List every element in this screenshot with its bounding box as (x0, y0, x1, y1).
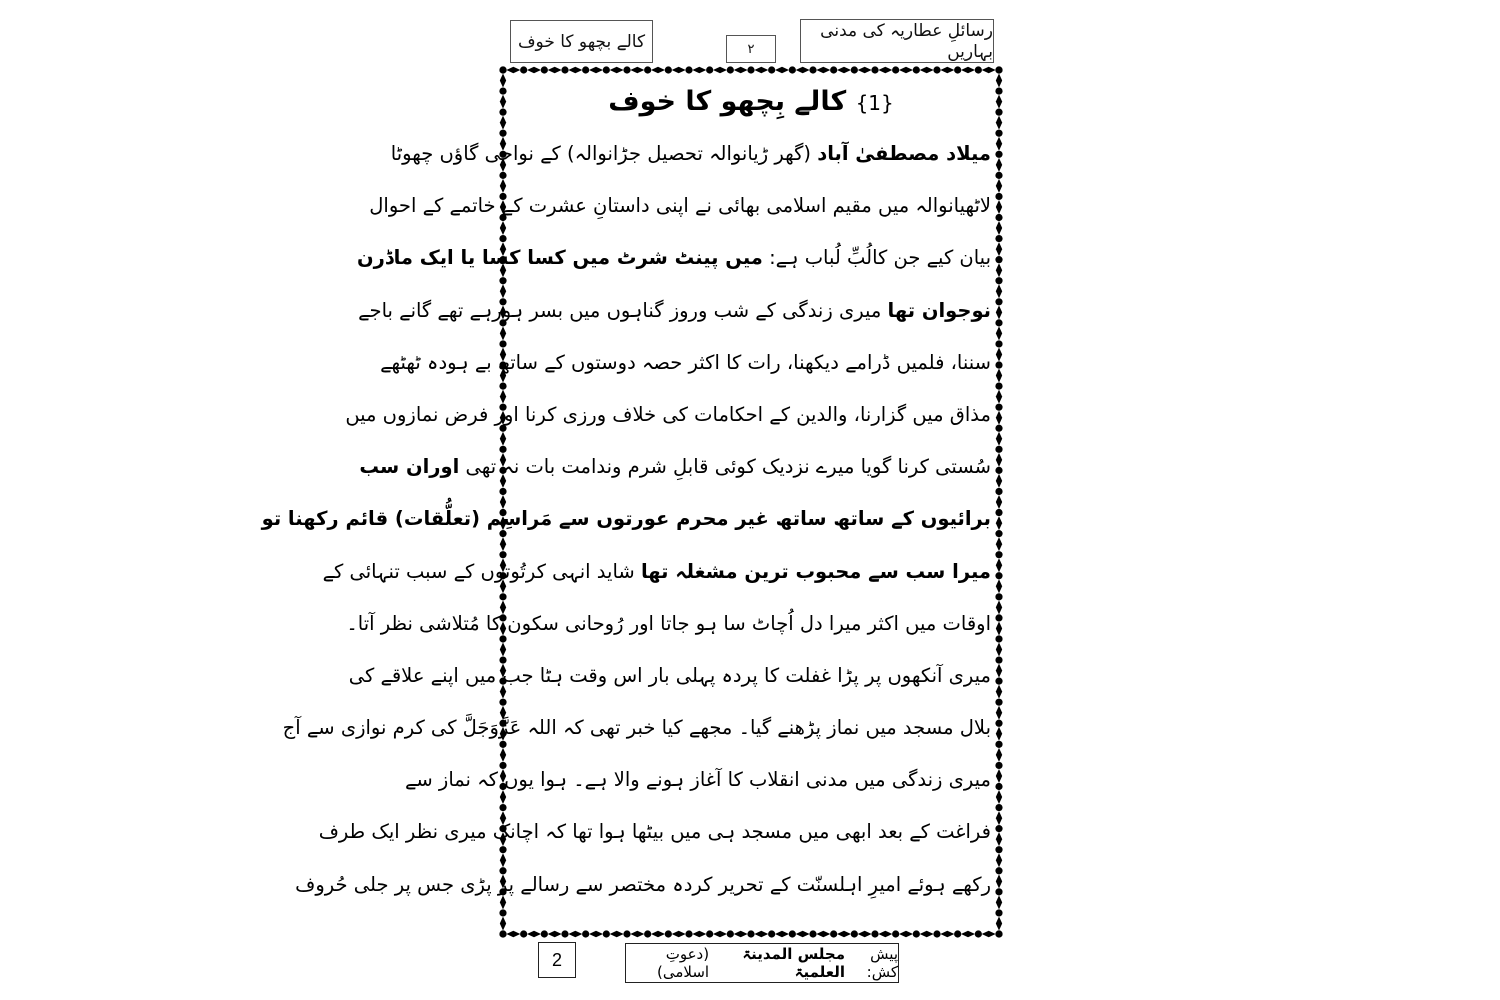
border-diamond (713, 67, 727, 73)
border-dot (727, 66, 734, 73)
border-dot (520, 66, 527, 73)
article-line-text: سُستی کرنا گویا میرے نزدیک کوئی قابلِ شرم وندامت بات نہ تھی (465, 455, 991, 479)
article-line-text: سننا، فلمیں ڈرامے دیکھنا، رات کا اکثر حصہ دوستوں کے ساتھ بے ہودہ ٹھٹھے (380, 350, 991, 374)
border-diamond (996, 664, 1002, 678)
border-dot (561, 66, 568, 73)
border-diamond (996, 769, 1002, 783)
border-diamond (610, 67, 624, 73)
border-diamond (996, 347, 1002, 361)
border-diamond (589, 67, 603, 73)
border-diamond (816, 931, 830, 937)
article-line (390, 128, 991, 180)
border-dot (995, 909, 1002, 916)
border-dot (995, 593, 1002, 600)
header-right-title-box (800, 19, 994, 63)
border-diamond (920, 67, 934, 73)
border-dot (995, 741, 1002, 748)
footer-credit-suffix: (دعوتِ اسلامی) (656, 945, 710, 981)
border-diamond (982, 931, 996, 937)
article-line-text: میری آنکھوں پر پڑا غفلت کا پردہ پہلی بار اس وقت ہٹا جب میں اپنے علاقے کی (348, 663, 991, 687)
border-dot (995, 109, 1002, 116)
border-diamond (713, 931, 727, 937)
border-dot (995, 467, 1002, 474)
border-diamond (961, 931, 975, 937)
border-diamond (500, 74, 506, 88)
border-dot (768, 930, 775, 937)
border-dot (995, 172, 1002, 179)
border-dot (995, 720, 1002, 727)
article-line-text: رکھے ہوئے امیرِ اہلسنّت کے تحریر کردہ مختصر سے رسالے پر پڑی جس پر جلی حُروف (295, 872, 991, 896)
border-dot (851, 930, 858, 937)
article-line-bold-text: برائیوں کے ساتھ ساتھ غیر محرم عورتوں سے مَراسِم (تعلُّقات) قائم رکھنا تو (261, 507, 991, 531)
footer-credit-box (625, 943, 899, 983)
border-dot (995, 678, 1002, 685)
article-line-bold-text: نوجوان تھا (887, 298, 991, 322)
border-diamond (996, 242, 1002, 256)
article-line-text: لاٹھیانوالہ میں مقیم اسلامی بھائی نے اپنی داستانِ عشرت کے خاتمے کے احوال (369, 194, 991, 218)
article-line-bold-text: اوران سب (359, 455, 460, 479)
border-diamond (996, 221, 1002, 235)
border-diamond (996, 558, 1002, 572)
border-diamond (996, 874, 1002, 888)
border-diamond (775, 67, 789, 73)
border-dot (603, 66, 610, 73)
article-line (261, 493, 991, 545)
article-line (322, 546, 991, 598)
border-diamond (651, 67, 665, 73)
border-diamond (796, 931, 810, 937)
header-left-title: کالے بچھو کا خوف (517, 32, 646, 52)
border-diamond (630, 67, 644, 73)
border-dot (541, 930, 548, 937)
border-dot (995, 614, 1002, 621)
border-diamond (996, 727, 1002, 741)
border-dot (995, 888, 1002, 895)
border-diamond (672, 67, 686, 73)
border-diamond (672, 931, 686, 937)
article-line-text: اوقات میں اکثر میرا دل اُچاٹ سا ہو جاتا اور رُوحانی سکون کا مُتلاشی نظر آتا۔ (346, 611, 991, 635)
footer-page-number: 2 (551, 949, 562, 970)
border-dot (995, 382, 1002, 389)
border-diamond (920, 931, 934, 937)
border-dot (541, 66, 548, 73)
article-line-bold-text: میرا سب سے محبوب ترین مشغلہ تھا (640, 559, 991, 583)
article-line (380, 337, 991, 389)
border-dot (995, 87, 1002, 94)
border-dot (644, 930, 651, 937)
border-dot (892, 66, 899, 73)
border-diamond (899, 931, 913, 937)
border-diamond (996, 453, 1002, 467)
border-diamond (996, 621, 1002, 635)
border-diamond (996, 158, 1002, 172)
article-line (346, 598, 991, 650)
article-line-text: میری زندگی کے شب وروز گناہوں میں بسر ہورہے تھے گانے باجے (358, 298, 882, 322)
border-dot (954, 930, 961, 937)
border-dot (995, 446, 1002, 453)
article-line-text: بلال مسجد میں نماز پڑھنے گیا۔ مجھے کیا خبر تھی کہ اللہ عَزَّوَجَلَّ کی کرم نوازی سے آج (282, 716, 991, 740)
border-diamond (548, 931, 562, 937)
border-diamond (961, 67, 975, 73)
article-line-bold-text: میں پینٹ شرٹ میں کسا کسا یا ایک ماڈرن (357, 246, 763, 270)
border-diamond (734, 67, 748, 73)
border-dot (995, 804, 1002, 811)
border-diamond (996, 369, 1002, 383)
border-dot (995, 66, 1002, 73)
border-dot (995, 130, 1002, 137)
border-dot (995, 930, 1002, 937)
article-line (345, 389, 991, 441)
border-diamond (996, 284, 1002, 298)
border-dot (623, 66, 630, 73)
border-diamond (996, 895, 1002, 909)
border-diamond (858, 931, 872, 937)
border-diamond (996, 516, 1002, 530)
border-dot (913, 930, 920, 937)
border-dot (499, 66, 506, 73)
footer-credit-org: مجلس المدینۃ العلمیۃ (742, 945, 846, 981)
border-diamond (940, 67, 954, 73)
border-diamond (816, 67, 830, 73)
border-diamond (996, 200, 1002, 214)
border-dot (851, 66, 858, 73)
border-diamond (899, 67, 913, 73)
border-dot (520, 930, 527, 937)
border-dot (995, 319, 1002, 326)
border-dot (830, 66, 837, 73)
border-diamond (996, 537, 1002, 551)
border-dot (768, 66, 775, 73)
article-line (282, 702, 991, 754)
header-page-number-box (726, 35, 776, 63)
header-page-number: ۲ (747, 41, 755, 57)
border-dot (685, 930, 692, 937)
border-diamond (527, 931, 541, 937)
border-diamond (996, 137, 1002, 151)
border-dot (995, 572, 1002, 579)
border-dot (871, 66, 878, 73)
border-dot (499, 109, 506, 116)
border-dot (830, 930, 837, 937)
border-dot (954, 66, 961, 73)
border-dot (995, 783, 1002, 790)
article-line-text: شاید انہی کرتُوتوں کے سبب تنہائی کے (322, 559, 635, 583)
border-diamond (837, 67, 851, 73)
border-dot (623, 930, 630, 937)
border-diamond (996, 853, 1002, 867)
border-dot (995, 298, 1002, 305)
border-diamond (996, 411, 1002, 425)
border-diamond (996, 685, 1002, 699)
border-diamond (996, 116, 1002, 130)
border-dot (995, 235, 1002, 242)
border-diamond (506, 931, 520, 937)
border-diamond (996, 95, 1002, 109)
border-diamond (996, 579, 1002, 593)
footer-credit-prefix: پیش کش: (866, 945, 898, 981)
border-dot (995, 361, 1002, 368)
border-dot (995, 404, 1002, 411)
border-dot (995, 214, 1002, 221)
article-lines (261, 128, 991, 911)
article-title-text: کالے بِچھو کا خوف (608, 86, 847, 117)
border-diamond (996, 916, 1002, 930)
border-dot (706, 930, 713, 937)
border-dot (747, 930, 754, 937)
border-dot (809, 930, 816, 937)
border-dot (582, 66, 589, 73)
border-dot (995, 509, 1002, 516)
border-dot (644, 66, 651, 73)
article-line-text: میری زندگی میں مدنی انقلاب کا آغاز ہونے والا ہے۔ ہوا یوں کہ نماز سے (404, 768, 991, 792)
article-line (295, 859, 991, 911)
article-title (511, 80, 991, 128)
footer-page-number-box (538, 942, 576, 978)
border-diamond (940, 931, 954, 937)
border-dot (933, 930, 940, 937)
header-left-title-box (510, 20, 653, 63)
border-dot (995, 656, 1002, 663)
border-diamond (568, 67, 582, 73)
border-diamond (500, 916, 506, 930)
border-diamond (500, 95, 506, 109)
border-diamond (568, 931, 582, 937)
border-diamond (996, 600, 1002, 614)
border-diamond (630, 931, 644, 937)
border-dot (665, 930, 672, 937)
border-diamond (982, 67, 996, 73)
border-diamond (858, 67, 872, 73)
border-diamond (996, 432, 1002, 446)
border-dot (499, 930, 506, 937)
border-dot (995, 846, 1002, 853)
border-diamond (996, 748, 1002, 762)
border-diamond (996, 811, 1002, 825)
border-dot (995, 551, 1002, 558)
border-diamond (996, 706, 1002, 720)
border-dot (603, 930, 610, 937)
border-dot (975, 930, 982, 937)
border-diamond (506, 67, 520, 73)
article-line-text: فراغت کے بعد ابھی میں مسجد ہی میں بیٹھا ہوا تھا کہ اچانک میری نظر ایک طرف (318, 820, 991, 844)
border-dot (995, 762, 1002, 769)
border-dot (727, 930, 734, 937)
border-diamond (548, 67, 562, 73)
article-line-bold-text: میلاد مصطفیٰ آباد (817, 142, 991, 165)
border-diamond (878, 931, 892, 937)
article-line-text: مذاق میں گزارنا، والدین کے احکامات کی خلاف ورزی کرنا اور فرض نمازوں میں (345, 402, 991, 426)
border-dot (995, 825, 1002, 832)
decorative-page-frame (261, 66, 1003, 938)
border-diamond (692, 67, 706, 73)
border-diamond (754, 931, 768, 937)
border-diamond (775, 931, 789, 937)
border-diamond (589, 931, 603, 937)
border-dot (995, 867, 1002, 874)
border-dot (706, 66, 713, 73)
border-dot (995, 151, 1002, 158)
border-diamond (796, 67, 810, 73)
article-line (358, 285, 991, 337)
border-dot (995, 277, 1002, 284)
border-dot (561, 930, 568, 937)
border-diamond (996, 74, 1002, 88)
border-diamond (996, 832, 1002, 846)
border-diamond (754, 67, 768, 73)
border-dot (995, 193, 1002, 200)
border-diamond (734, 931, 748, 937)
border-dot (499, 87, 506, 94)
border-dot (685, 66, 692, 73)
border-dot (995, 256, 1002, 263)
border-diamond (651, 931, 665, 937)
border-dot (933, 66, 940, 73)
border-dot (913, 66, 920, 73)
article-line-text: بیان کیے جن کالُبِّ لُباب ہے: (769, 246, 991, 270)
border-dot (995, 425, 1002, 432)
border-dot (975, 66, 982, 73)
border-diamond (996, 790, 1002, 804)
article-line (318, 806, 991, 858)
article-line (348, 650, 991, 702)
border-dot (747, 66, 754, 73)
border-diamond (527, 67, 541, 73)
border-dot (789, 66, 796, 73)
border-dot (892, 930, 899, 937)
border-dot (809, 66, 816, 73)
border-diamond (996, 179, 1002, 193)
border-dot (995, 488, 1002, 495)
border-diamond (996, 495, 1002, 509)
border-diamond (996, 474, 1002, 488)
border-diamond (996, 643, 1002, 657)
border-dot (995, 699, 1002, 706)
border-diamond (996, 390, 1002, 404)
border-dot (665, 66, 672, 73)
border-diamond (878, 67, 892, 73)
border-dot (995, 340, 1002, 347)
article-line-text: (گھر ڑیانوالہ تحصیل جڑانوالہ) کے نواحی گاؤں چھوٹا (390, 142, 811, 165)
border-dot (871, 930, 878, 937)
article-number: {1} (855, 91, 894, 115)
border-diamond (996, 263, 1002, 277)
border-dot (582, 930, 589, 937)
border-dot (995, 635, 1002, 642)
border-diamond (610, 931, 624, 937)
article-line (357, 232, 991, 284)
article-body (261, 80, 991, 911)
article-line (359, 441, 991, 493)
article-line (404, 754, 991, 806)
border-dot (995, 530, 1002, 537)
border-diamond (837, 931, 851, 937)
article-line (369, 180, 991, 232)
border-dot (789, 930, 796, 937)
border-diamond (692, 931, 706, 937)
border-diamond (996, 326, 1002, 340)
border-diamond (996, 305, 1002, 319)
header-right-title: رسائلِ عطاریہ کی مدنی بہاریں (820, 21, 993, 62)
